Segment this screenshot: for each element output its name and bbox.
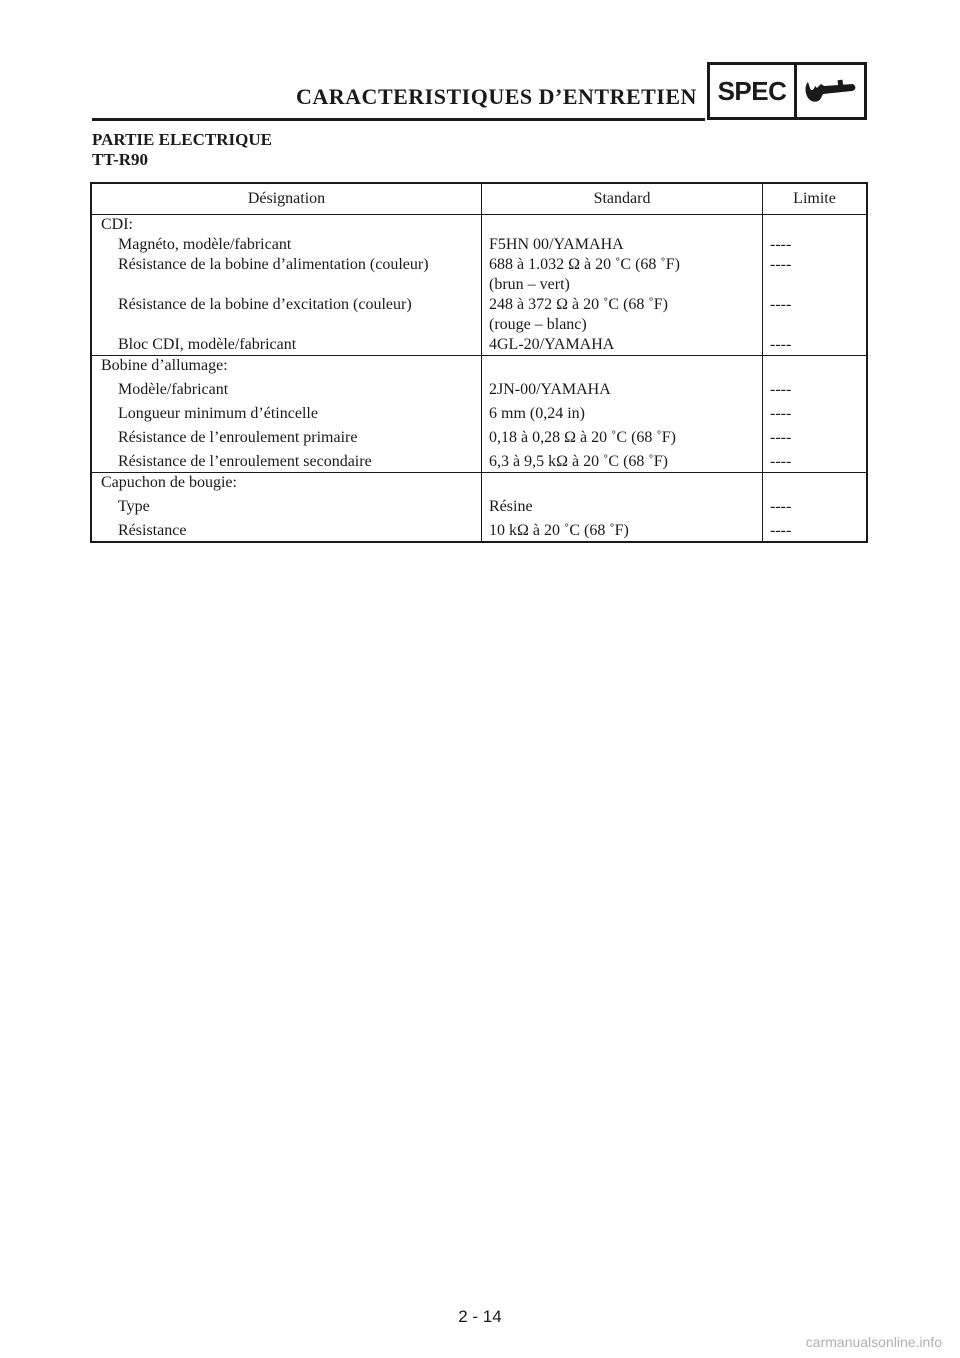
- row-standard: 6 mm (0,24 in): [489, 405, 585, 422]
- table-group: [91, 473, 867, 543]
- row-name: Résistance de l’enroulement primaire: [118, 429, 358, 446]
- row-name: Résistance de la bobine d’excitation (couleur): [118, 296, 412, 313]
- header-rule: [92, 118, 705, 121]
- row-name: Modèle/fabricant: [118, 381, 229, 398]
- row-limit: ----: [770, 453, 792, 470]
- row-name: Résistance de la bobine d’alimentation (couleur): [118, 256, 429, 273]
- section-title: PARTIE ELECTRIQUE: [92, 130, 272, 149]
- row-standard: 248 à 372 Ω à 20 ˚C (68 ˚F): [489, 296, 668, 313]
- row-standard: 2JN-00/YAMAHA: [489, 381, 611, 398]
- row-name: Résistance: [118, 522, 187, 539]
- model-name: TT-R90: [92, 150, 149, 169]
- section-heading: [92, 130, 272, 170]
- specification-table: [90, 182, 868, 543]
- row-name: Résistance de l’enroulement secondaire: [118, 453, 372, 470]
- watermark: carmanualsonline.info: [805, 1334, 942, 1350]
- page-header-title: CARACTERISTIQUES D’ENTRETIEN: [296, 84, 697, 109]
- row-standard: 0,18 à 0,28 Ω à 20 ˚C (68 ˚F): [489, 429, 676, 446]
- table-group: [91, 356, 867, 473]
- row-standard: 6,3 à 9,5 kΩ à 20 ˚C (68 ˚F): [489, 453, 668, 470]
- row-standard: 688 à 1.032 Ω à 20 ˚C (68 ˚F): [489, 256, 680, 273]
- header-standard: Standard: [482, 183, 763, 215]
- row-name: Bloc CDI, modèle/fabricant: [118, 336, 297, 353]
- wrench-icon: [797, 65, 864, 117]
- page-number: 2 - 14: [458, 1307, 502, 1326]
- spec-badge: [707, 62, 867, 120]
- group-title: CDI:: [101, 216, 133, 233]
- table-group: [91, 215, 867, 356]
- row-limit: ----: [770, 498, 792, 515]
- header-limit: Limite: [763, 183, 868, 215]
- row-standard: 10 kΩ à 20 ˚C (68 ˚F): [489, 522, 629, 539]
- row-standard: Résine: [489, 498, 533, 515]
- row-limit: ----: [770, 522, 792, 539]
- row-standard-note: (rouge – blanc): [489, 316, 587, 333]
- row-standard: F5HN 00/YAMAHA: [489, 236, 624, 253]
- row-name: Magnéto, modèle/fabricant: [118, 236, 292, 253]
- row-limit: ----: [770, 429, 792, 446]
- row-standard-note: (brun – vert): [489, 276, 570, 293]
- row-name: Longueur minimum d’étincelle: [118, 405, 318, 422]
- row-limit: ----: [770, 236, 792, 253]
- row-limit: ----: [770, 381, 792, 398]
- row-standard: 4GL-20/YAMAHA: [489, 336, 615, 353]
- group-title: Bobine d’allumage:: [101, 357, 228, 374]
- row-name: Type: [118, 498, 150, 515]
- spec-label: SPEC: [710, 65, 797, 117]
- group-title: Capuchon de bougie:: [101, 474, 237, 491]
- table-header-row: [91, 183, 867, 215]
- row-limit: ----: [770, 405, 792, 422]
- row-limit: ----: [770, 336, 792, 353]
- header-designation: Désignation: [91, 183, 482, 215]
- row-limit: ----: [770, 256, 792, 273]
- row-limit: ----: [770, 296, 792, 313]
